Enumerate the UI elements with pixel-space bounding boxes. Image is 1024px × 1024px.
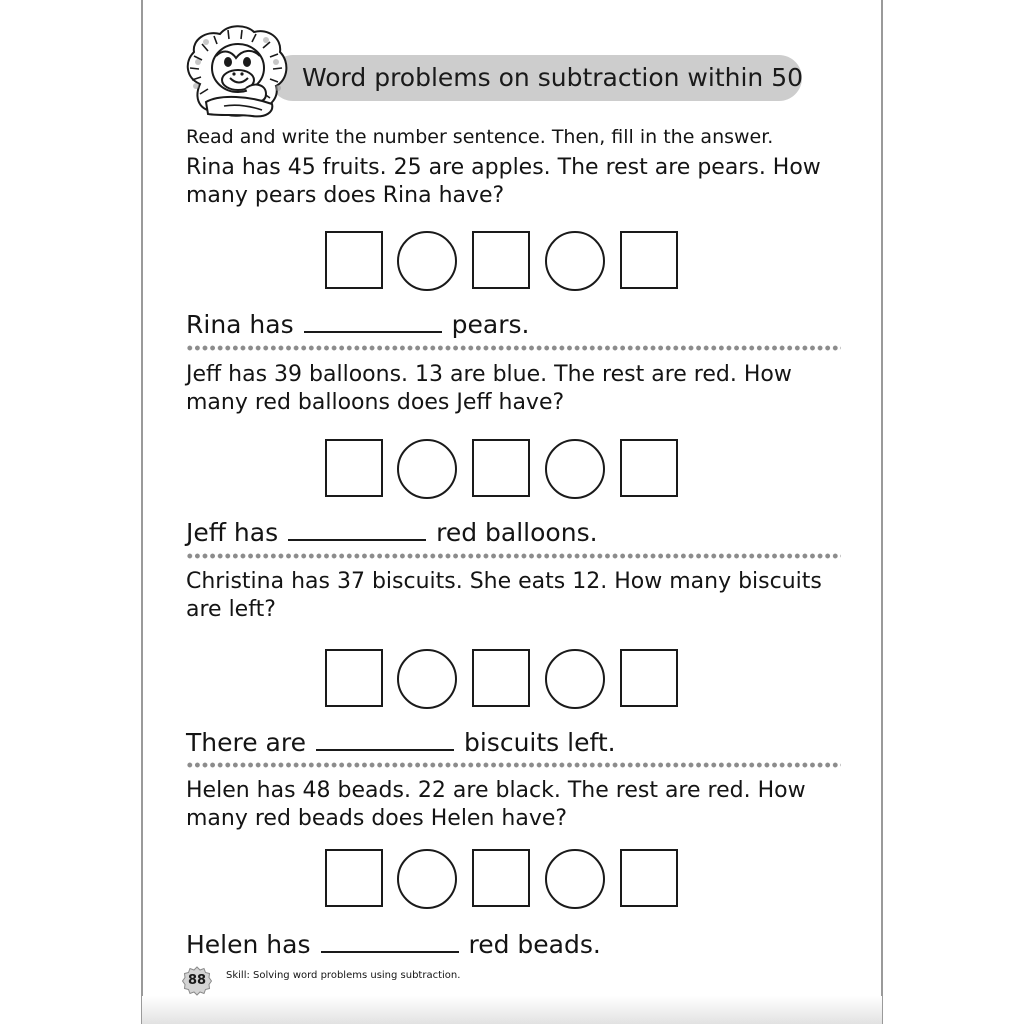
answer-sentence-2: [186, 516, 598, 550]
number-box[interactable]: [325, 439, 383, 497]
answer-3-blank[interactable]: [316, 727, 454, 751]
equals-circle[interactable]: [545, 231, 605, 291]
number-box[interactable]: [325, 849, 383, 907]
answer-sentence-4: [186, 928, 601, 962]
number-box[interactable]: [472, 231, 530, 289]
question-1-line-2: many pears does Rina have?: [186, 183, 505, 208]
page-bottom-shadow: [142, 996, 882, 1024]
question-1: [186, 154, 866, 210]
result-box[interactable]: [620, 849, 678, 907]
question-4: [186, 777, 866, 833]
answer-3-suffix: biscuits left.: [463, 728, 616, 757]
question-3: [186, 568, 866, 624]
answer-2-suffix: red balloons.: [436, 518, 598, 547]
question-2: [186, 361, 866, 417]
answer-1-blank[interactable]: [304, 309, 442, 333]
question-4-line-2: many red beads does Helen have?: [186, 806, 568, 831]
result-box[interactable]: [620, 649, 678, 707]
skill-caption: Skill: Solving word problems using subtraction.: [226, 970, 461, 981]
instruction-text: Read and write the number sentence. Then, fill in the answer.: [186, 126, 774, 148]
equals-circle[interactable]: [545, 849, 605, 909]
operator-circle[interactable]: [397, 849, 457, 909]
answer-2-prefix: Jeff has: [186, 518, 279, 547]
number-sentence-3: [325, 649, 680, 711]
page-right-edge: [881, 0, 883, 1024]
number-sentence-2: [325, 439, 680, 501]
question-2-line-2: many red balloons does Jeff have?: [186, 390, 565, 415]
result-box[interactable]: [620, 439, 678, 497]
question-1-line-1: Rina has 45 fruits. 25 are apples. The rest are pears. How: [186, 155, 821, 180]
number-box[interactable]: [325, 231, 383, 289]
question-3-line-2: are left?: [186, 597, 276, 622]
answer-4-blank[interactable]: [321, 929, 459, 953]
answer-1-prefix: Rina has: [186, 310, 294, 339]
result-box[interactable]: [620, 231, 678, 289]
operator-circle[interactable]: [397, 439, 457, 499]
answer-2-blank[interactable]: [288, 517, 426, 541]
question-4-line-1: Helen has 48 beads. 22 are black. The rest are red. How: [186, 778, 806, 803]
dotted-divider: [186, 553, 841, 559]
dotted-divider: [186, 345, 841, 351]
equals-circle[interactable]: [545, 439, 605, 499]
number-box[interactable]: [325, 649, 383, 707]
page-number: 88: [187, 973, 207, 988]
number-box[interactable]: [472, 649, 530, 707]
number-box[interactable]: [472, 849, 530, 907]
number-box[interactable]: [472, 439, 530, 497]
page-title: Word problems on subtraction within 50: [302, 63, 804, 92]
answer-3-prefix: There are: [186, 728, 306, 757]
answer-sentence-3: [186, 726, 616, 760]
thinking-monkey-icon: [180, 22, 296, 124]
answer-4-prefix: Helen has: [186, 930, 311, 959]
operator-circle[interactable]: [397, 231, 457, 291]
page-left-edge: [141, 0, 143, 1024]
question-3-line-1: Christina has 37 biscuits. She eats 12. How many biscuits: [186, 569, 822, 594]
question-2-line-1: Jeff has 39 balloons. 13 are blue. The rest are red. How: [186, 362, 792, 387]
operator-circle[interactable]: [397, 649, 457, 709]
number-sentence-1: [325, 231, 680, 293]
equals-circle[interactable]: [545, 649, 605, 709]
answer-1-suffix: pears.: [451, 310, 530, 339]
answer-4-suffix: red beads.: [468, 930, 601, 959]
answer-sentence-1: [186, 308, 529, 342]
dotted-divider: [186, 762, 841, 768]
number-sentence-4: [325, 849, 680, 911]
